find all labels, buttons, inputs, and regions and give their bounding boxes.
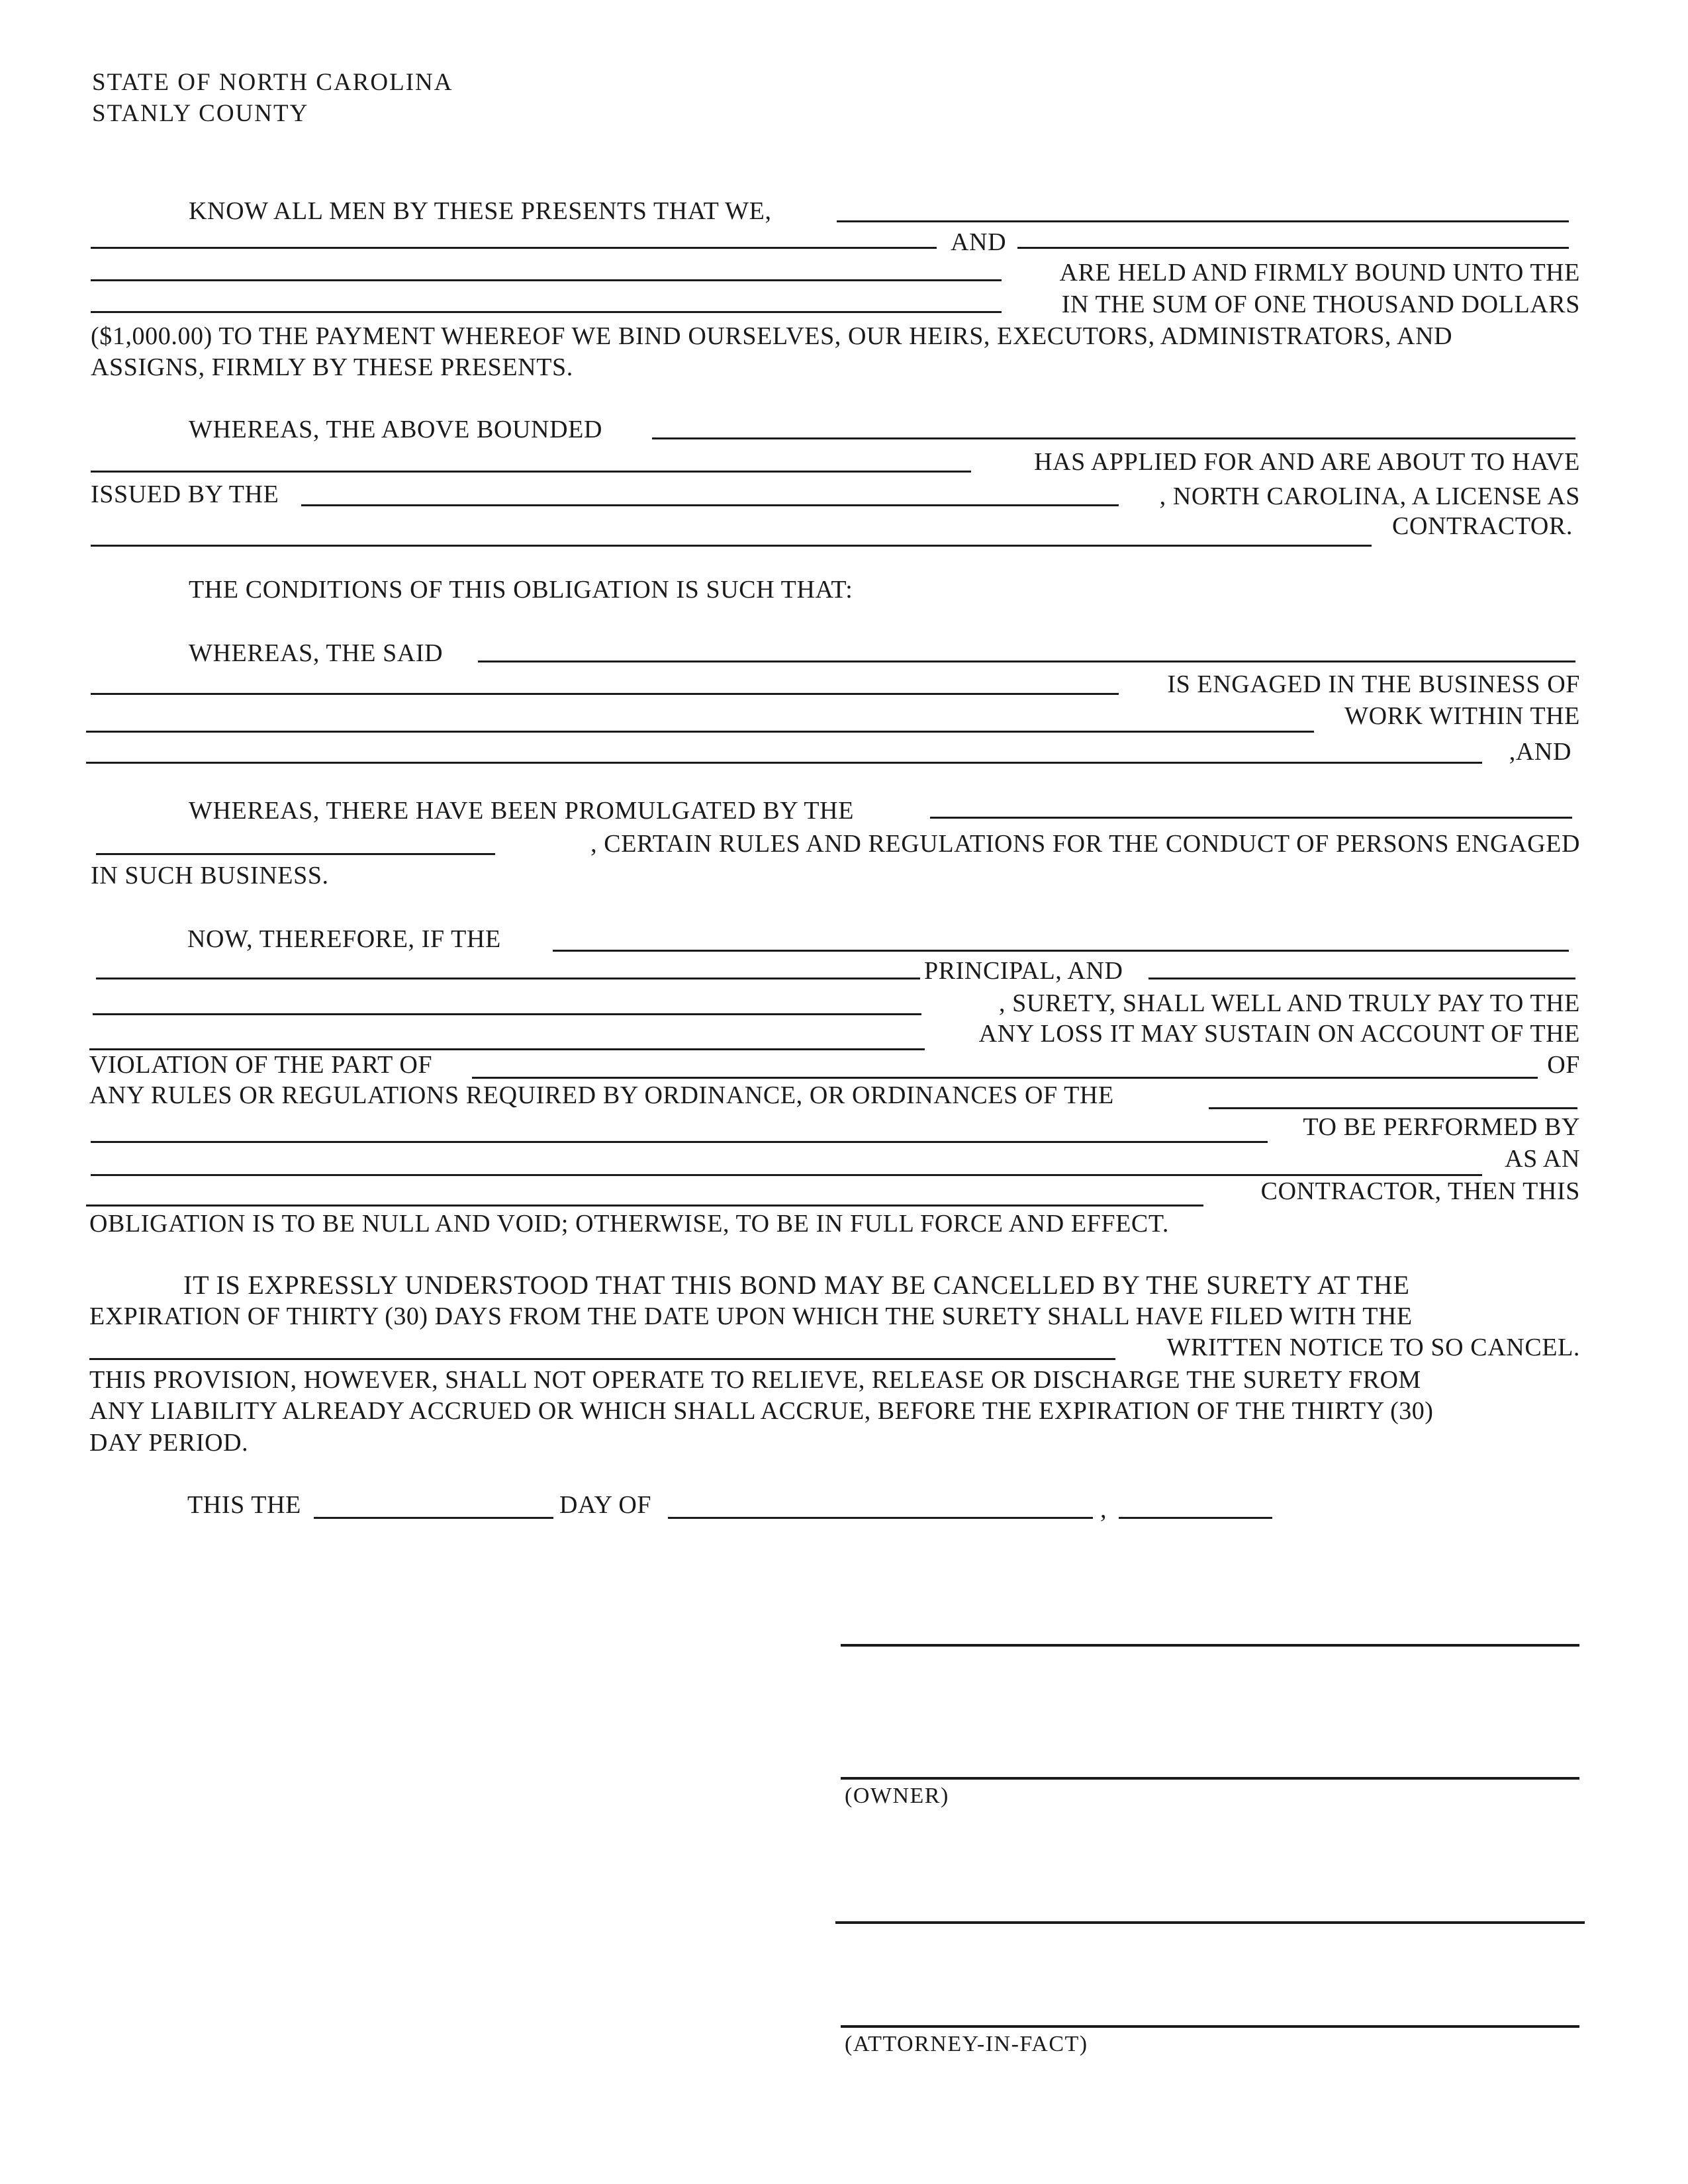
p6-line4-text: ANY LOSS IT MAY SUSTAIN ON ACCOUNT OF THE <box>978 1020 1580 1048</box>
p6-line6-text: ANY RULES OR REGULATIONS REQUIRED BY ORDINANCE, OR ORDINANCES OF THE <box>89 1081 1114 1109</box>
issuing-authority-blank[interactable] <box>301 504 1119 506</box>
p2-line2-text: HAS APPLIED FOR AND ARE ABOUT TO HAVE <box>1034 448 1580 476</box>
business-type-blank[interactable] <box>86 731 1314 733</box>
ordinance-authority-blank[interactable] <box>1209 1107 1577 1109</box>
p6-line7-text: TO BE PERFORMED BY <box>1303 1113 1580 1141</box>
surety-blank-2[interactable] <box>93 1013 921 1015</box>
attorney-label: (ATTORNEY-IN-FACT) <box>845 2032 1088 2056</box>
p4-line2-text: IS ENGAGED IN THE BUSINESS OF <box>1167 670 1580 698</box>
jurisdiction-blank[interactable] <box>86 762 1482 764</box>
day-blank[interactable] <box>314 1517 553 1519</box>
p1-line3-text: ARE HELD AND FIRMLY BOUND UNTO THE <box>1059 259 1580 287</box>
obligee-blank[interactable] <box>91 311 1002 313</box>
p5-line1-text: WHEREAS, THERE HAVE BEEN PROMULGATED BY THE <box>189 797 855 825</box>
p1-line6-text: ASSIGNS, FIRMLY BY THESE PRESENTS. <box>91 353 573 381</box>
principal-blank[interactable] <box>553 950 1569 952</box>
day-of-text: DAY OF <box>559 1491 652 1519</box>
state-heading: STATE OF NORTH CAROLINA <box>92 69 453 96</box>
p7-line3-text: WRITTEN NOTICE TO SO CANCEL. <box>1166 1334 1580 1361</box>
surety-name-blank[interactable] <box>1017 247 1569 249</box>
p7-line5-text: ANY LIABILITY ALREADY ACCRUED OR WHICH SHALL ACCRUE, BEFORE THE EXPIRATION OF THE THIRTY (30) <box>89 1397 1434 1425</box>
said-principal-blank[interactable] <box>478 660 1575 662</box>
p2-line3-text-b: , NORTH CAROLINA, A LICENSE AS <box>1159 482 1580 510</box>
p7-line1-text: IT IS EXPRESSLY UNDERSTOOD THAT THIS BOND MAY BE CANCELLED BY THE SURETY AT THE <box>183 1270 1410 1300</box>
p6-line10-text: OBLIGATION IS TO BE NULL AND VOID; OTHERWISE, TO BE IN FULL FORCE AND EFFECT. <box>89 1210 1169 1238</box>
owner-signature-line[interactable] <box>841 1777 1579 1780</box>
p1-line5-text: ($1,000.00) TO THE PAYMENT WHEREOF WE BIND OURSELVES, OUR HEIRS, EXECUTORS, ADMINISTRATORS, AND <box>91 322 1453 350</box>
p7-line2-text: EXPIRATION OF THIRTY (30) DAYS FROM THE DATE UPON WHICH THE SURETY SHALL HAVE FILED WITH THE <box>89 1302 1413 1330</box>
violating-party-blank[interactable] <box>472 1077 1538 1079</box>
bounded-principal-blank-2[interactable] <box>91 471 971 473</box>
said-principal-blank-2[interactable] <box>91 693 1119 695</box>
p1-line4-text: IN THE SUM OF ONE THOUSAND DOLLARS <box>1061 291 1580 318</box>
county-heading: STANLY COUNTY <box>92 100 309 127</box>
performing-party-blank[interactable] <box>91 1141 1268 1143</box>
date-comma: , <box>1100 1496 1107 1524</box>
surety-name-blank-2[interactable] <box>91 279 1002 281</box>
p4-line3-text: WORK WITHIN THE <box>1344 702 1580 730</box>
filing-office-blank[interactable] <box>89 1358 1115 1360</box>
p4-line4-text: ,AND <box>1509 738 1571 766</box>
owner-name-line[interactable] <box>841 1644 1579 1647</box>
principal-name-blank[interactable] <box>837 220 1569 222</box>
principal-blank-2[interactable] <box>96 978 920 979</box>
owner-label: (OWNER) <box>845 1784 949 1808</box>
p6-line2-text: PRINCIPAL, AND <box>924 957 1123 985</box>
bounded-principal-blank[interactable] <box>652 437 1575 439</box>
month-blank[interactable] <box>668 1517 1093 1519</box>
this-the-text: THIS THE <box>187 1491 301 1519</box>
p4-line1-text: WHEREAS, THE SAID <box>189 639 444 667</box>
contractor-class-blank-2[interactable] <box>86 1205 1203 1206</box>
p6-line5-text-a: VIOLATION OF THE PART OF <box>89 1051 433 1079</box>
p6-line5-text-b: OF <box>1547 1051 1580 1079</box>
p2-line1-text: WHEREAS, THE ABOVE BOUNDED <box>189 416 602 443</box>
p2-line3-text-a: ISSUED BY THE <box>91 480 279 508</box>
principal-name-blank-2[interactable] <box>91 247 937 249</box>
p6-line8-text: AS AN <box>1505 1145 1580 1173</box>
p1-line1-text: KNOW ALL MEN BY THESE PRESENTS THAT WE, <box>189 197 772 225</box>
attorney-signature-line[interactable] <box>841 2025 1579 2028</box>
and-text: AND <box>951 228 1007 256</box>
contractor-type-blank[interactable] <box>91 545 1372 547</box>
p7-line4-text: THIS PROVISION, HOWEVER, SHALL NOT OPERATE TO RELIEVE, RELEASE OR DISCHARGE THE SURETY FROM <box>89 1366 1421 1394</box>
surety-blank[interactable] <box>1149 978 1575 979</box>
p6-line1-text: NOW, THEREFORE, IF THE <box>187 925 501 953</box>
p3-line1-text: THE CONDITIONS OF THIS OBLIGATION IS SUCH THAT: <box>189 576 853 604</box>
attorney-name-line[interactable] <box>835 1921 1585 1924</box>
payee-blank[interactable] <box>89 1048 925 1050</box>
p5-line2-text: , CERTAIN RULES AND REGULATIONS FOR THE CONDUCT OF PERSONS ENGAGED <box>590 830 1580 858</box>
p6-line3-text: , SURETY, SHALL WELL AND TRULY PAY TO THE <box>998 989 1580 1017</box>
promulgating-authority-blank[interactable] <box>930 817 1572 819</box>
p2-line4-text: CONTRACTOR. <box>1392 512 1573 540</box>
promulgating-authority-blank-2[interactable] <box>96 853 495 855</box>
contractor-class-blank[interactable] <box>91 1174 1482 1176</box>
p7-line6-text: DAY PERIOD. <box>89 1429 249 1457</box>
year-blank[interactable] <box>1119 1517 1272 1519</box>
p6-line9-text: CONTRACTOR, THEN THIS <box>1260 1177 1580 1205</box>
p5-line3-text: IN SUCH BUSINESS. <box>91 862 329 889</box>
